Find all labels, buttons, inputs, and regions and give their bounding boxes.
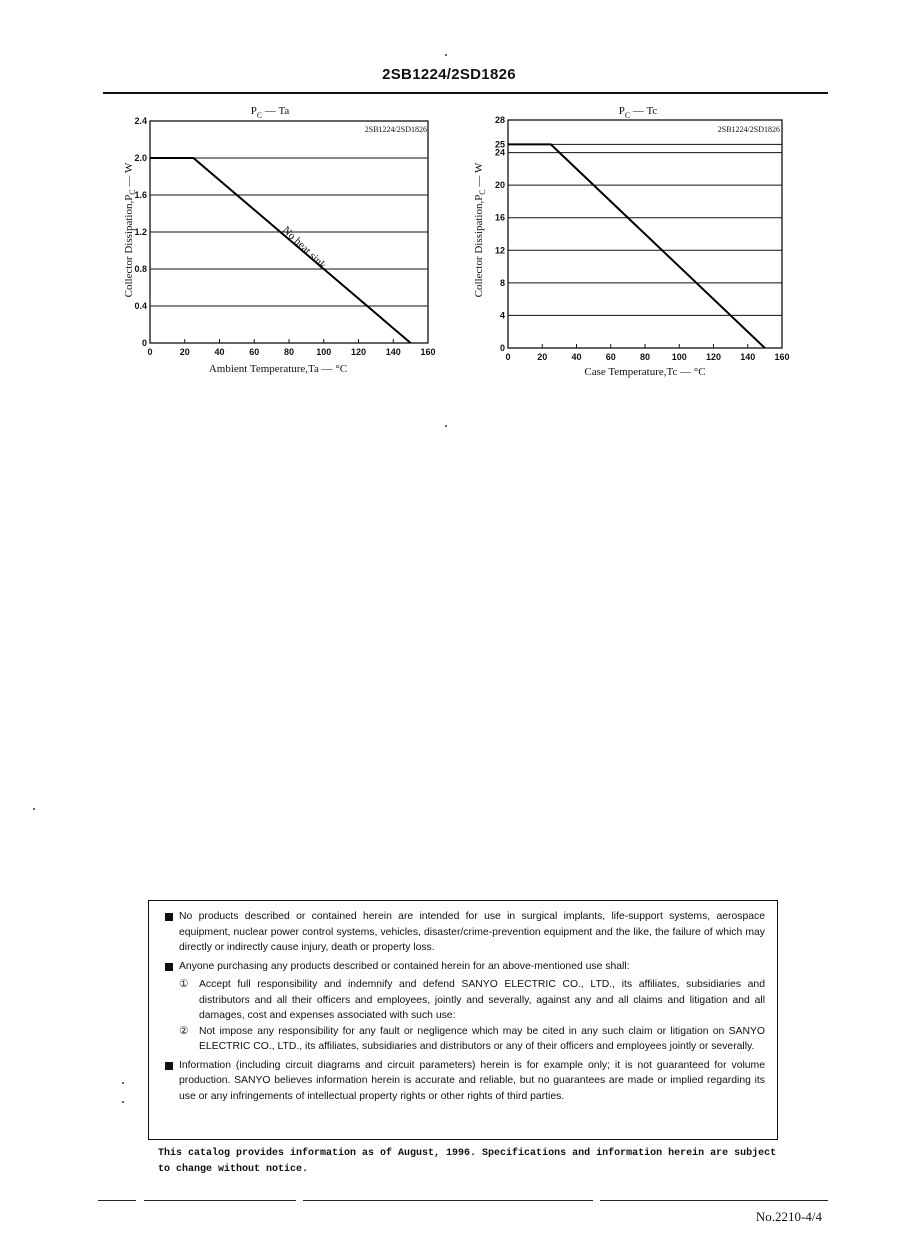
y-tick-label: 24 [494, 147, 505, 158]
x-tick-label: 160 [420, 347, 436, 357]
y-tick-label: 0 [499, 343, 505, 353]
y-tick-label: 0.8 [134, 264, 147, 274]
svg-text:PC — Ta [251, 105, 290, 120]
footer-rule-segment [600, 1200, 828, 1201]
scan-speck [445, 425, 447, 427]
pc-ta-chart [110, 100, 450, 385]
y-tick-label: 8 [499, 277, 505, 288]
plot-area [134, 116, 435, 357]
y-tick-label: 0.4 [134, 301, 147, 311]
y-tick-label: 28 [494, 115, 505, 125]
x-tick-label: 80 [283, 347, 295, 357]
x-tick-label: 100 [316, 347, 332, 357]
disclaimer-subitem-text-2: Not impose any responsibility for any fault or negligence which may be cited in any such claim or litigation on SANYO ELECTRIC CO., LTD., its affiliates, subsidiaries and distributors or any of their officers and employees jointly or severally. [199, 1025, 765, 1052]
disclaimer-text-2: Anyone purchasing any products described or contained herein for an above-mentioned use shall: [179, 960, 630, 972]
disclaimer-text-3: Information (including circuit diagrams and circuit parameters) herein is for example only; it is not guaranteed for volume production. SANYO believes information herein is accurate and reliable, but no guarantees are made or implied regarding its use or any infringements of intellectual property rights or other rights of third parties. [179, 1059, 765, 1102]
y-axis-label-rest: — W [123, 162, 135, 190]
derating-curve [508, 144, 765, 348]
part-label: 2SB1224/2SD1826 [364, 125, 427, 134]
y-tick-label: 20 [494, 180, 505, 191]
disclaimer-subitem [161, 977, 765, 1024]
catalog-note: This catalog provides information as of August, 1996. Specifications and information herein are subject to change without notice. [158, 1148, 777, 1175]
header-rule [103, 92, 828, 94]
y-axis-label-rest: — W [473, 162, 485, 190]
scan-speck [33, 808, 35, 810]
x-tick-label: 60 [249, 347, 260, 357]
chart-title-main: P [250, 105, 257, 117]
disclaimer-box [148, 900, 778, 1140]
y-tick-label: 12 [494, 245, 505, 256]
svg-text:PC — Tc [619, 105, 658, 120]
chart-title-sub: C [624, 111, 631, 120]
disclaimer-paragraph [161, 959, 765, 975]
plot-area [495, 115, 790, 362]
square-bullet-icon [165, 913, 173, 921]
x-tick-label: 0 [147, 347, 153, 357]
y-tick-label: 2.4 [134, 116, 147, 126]
circled-one-icon: ① [179, 979, 189, 990]
disclaimer-paragraph [161, 1058, 765, 1105]
chart-title-rest: — Tc [630, 105, 658, 117]
circled-two-icon: ② [179, 1025, 189, 1037]
svg-text:Collector Dissipation,PC — W [473, 162, 487, 297]
y-tick-label: 2.0 [134, 153, 147, 163]
scan-speck [122, 1101, 124, 1103]
disclaimer-paragraph [161, 909, 765, 956]
y-tick-label: 25 [494, 139, 505, 150]
x-tick-label: 60 [605, 352, 616, 362]
y-tick-label: 1.6 [134, 190, 147, 200]
x-tick-label: 20 [179, 347, 190, 357]
x-tick-label: 160 [774, 352, 790, 362]
disclaimer-text-1: No products described or contained herein are intended for use in surgical implants, life-support systems, aerospace equipment, nuclear power control systems, vehicles, disaster/crime-prevention equipment and the like, the failure of which may directly or indirectly cause injury, death or property loss. [179, 911, 765, 953]
x-tick-label: 140 [385, 347, 401, 357]
x-tick-label: 20 [537, 352, 548, 362]
x-tick-label: 120 [350, 347, 367, 357]
y-tick-label: 4 [499, 310, 505, 321]
y-axis-label-sub: C [128, 189, 137, 195]
chart-title-sub: C [256, 111, 263, 120]
derating-curve [150, 158, 411, 343]
disclaimer-subitem [161, 1024, 765, 1055]
chart-title-rest: — Ta [262, 105, 290, 117]
document-title: 2SB1224/2SD1826 [382, 66, 516, 83]
y-tick-label: 1.2 [134, 227, 147, 237]
y-tick-label: 16 [494, 212, 505, 223]
footer-rule-segment [144, 1200, 296, 1201]
x-axis-label: Case Temperature,Tc — °C [584, 366, 706, 378]
chart-title-main: P [618, 105, 625, 117]
x-tick-label: 0 [505, 352, 511, 362]
square-bullet-icon [165, 963, 173, 971]
curve-annotation: No heat sink [279, 224, 329, 272]
pc-tc-chart [470, 100, 800, 385]
footer-rule-segment [303, 1200, 593, 1201]
part-label: 2SB1224/2SD1826 [717, 125, 780, 134]
disclaimer-subitem-text-1: Accept full responsibility and indemnify and defend SANYO ELECTRIC CO., LTD., its affiliates, subsidiaries and distributors and all their officers and employees, jointly and severally, against any and all claims and litigation and all damages, cost and expenses associated with such use: [199, 979, 765, 1021]
x-tick-label: 120 [705, 352, 722, 362]
x-tick-label: 40 [214, 347, 225, 357]
x-axis-label: Ambient Temperature,Ta — °C [208, 363, 348, 375]
square-bullet-icon [165, 1062, 173, 1070]
x-tick-label: 140 [740, 352, 756, 362]
y-axis-label: Collector Dissipation,P [473, 194, 485, 298]
y-axis-label-sub: C [478, 189, 487, 195]
scan-speck [445, 54, 447, 56]
x-tick-label: 100 [671, 352, 687, 362]
scan-speck [122, 1082, 124, 1084]
y-axis-label: Collector Dissipation,P [123, 194, 135, 298]
x-tick-label: 40 [571, 352, 582, 362]
y-tick-label: 0 [141, 338, 147, 348]
footer-rule-segment [98, 1200, 136, 1201]
page-number: No.2210-4/4 [755, 1209, 822, 1224]
x-tick-label: 80 [639, 352, 651, 362]
